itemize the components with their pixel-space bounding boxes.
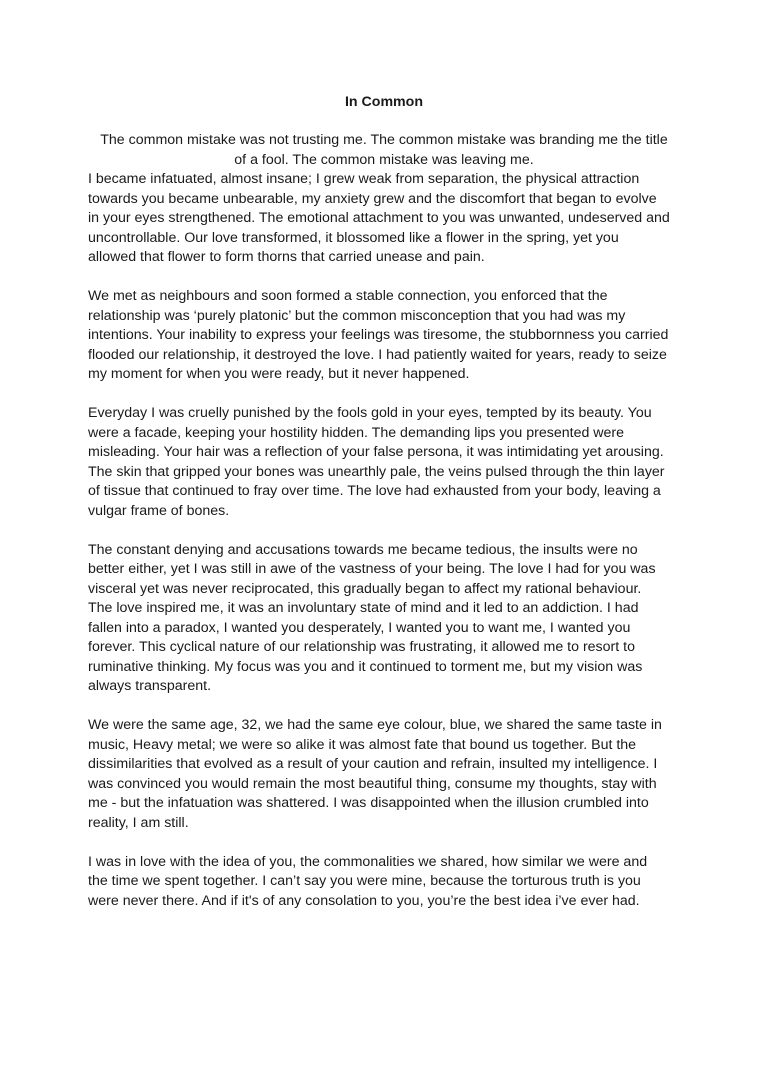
paragraph-1: I became infatuated, almost insane; I grew weak from separation, the physical attraction towards you became unbearable, my anxiety grew and the discomfort that began to evolve in your eyes strengthened. The emotional attachment to you was unwanted, undeserved and uncontrollable. Our love transformed, it blossomed like a flower in the spring, yet you allowed that flower to form thorns that carried unease and pain. — [88, 171, 670, 265]
paragraph-6: I was in love with the idea of you, the commonalities we shared, how similar we were and the time we spent together. I can’t say you were mine, because the torturous truth is you were never there. And if it's of any consolation to you, you’re the best idea i’ve ever had. — [88, 853, 648, 909]
document-title: In Common — [344, 94, 424, 110]
document-body — [88, 170, 682, 931]
paragraph-5: We were the same age, 32, we had the same eye colour, blue, we shared the same taste in music, Heavy metal; we were so alike it was almost fate that bound us together. But the dissimilarities that evolved as a result of your caution and refrain, insulted my intelligence. I was convinced you would remain the most beautiful thing, consume my thoughts, stay with me - but the infatuation was shattered. I was disappointed when the illusion crumbled into reality, I am still. — [88, 717, 662, 831]
paragraph-3: Everyday I was cruelly punished by the fools gold in your eyes, tempted by its beauty. You were a facade, keeping your hostility hidden. The demanding lips you presented were misleading. Your hair was a reflection of your false persona, it was intimidating yet arousing. The skin that gripped your bones was unearthly pale, the veins pulsed through the thin layer of tissue that continued to fray over time. The love had exhausted from your body, leaving a vulgar frame of bones. — [88, 405, 665, 519]
intro-paragraph: The common mistake was not trusting me. The common mistake was branding me the title of a fool. The common mistake was leaving me. — [100, 132, 668, 168]
paragraph-4: The constant denying and accusations towards me became tedious, the insults were no better either, yet I was still in awe of the vastness of your being. The love I had for you was visceral yet was never reciprocated, this gradually began to affect my rational behaviour. The love inspired me, it was an involuntary state of mind and it led to an addiction. I had fallen into a paradox, I wanted you desperately, I wanted you to want me, I wanted you forever. This cyclical nature of our relationship was frustrating, it allowed me to resort to ruminative thinking. My focus was you and it continued to torment me, but my vision was always transparent. — [88, 541, 656, 694]
paragraph-2: We met as neighbours and soon formed a stable connection, you enforced that the relationship was ‘purely platonic’ but the common misconception that you had was my intentions. Your inability to express your feelings was tiresome, the stubbornness you carried flooded our relationship, it destroyed the love. I had patiently waited for years, ready to seize my moment for when you were ready, but it never happened. — [88, 288, 669, 382]
